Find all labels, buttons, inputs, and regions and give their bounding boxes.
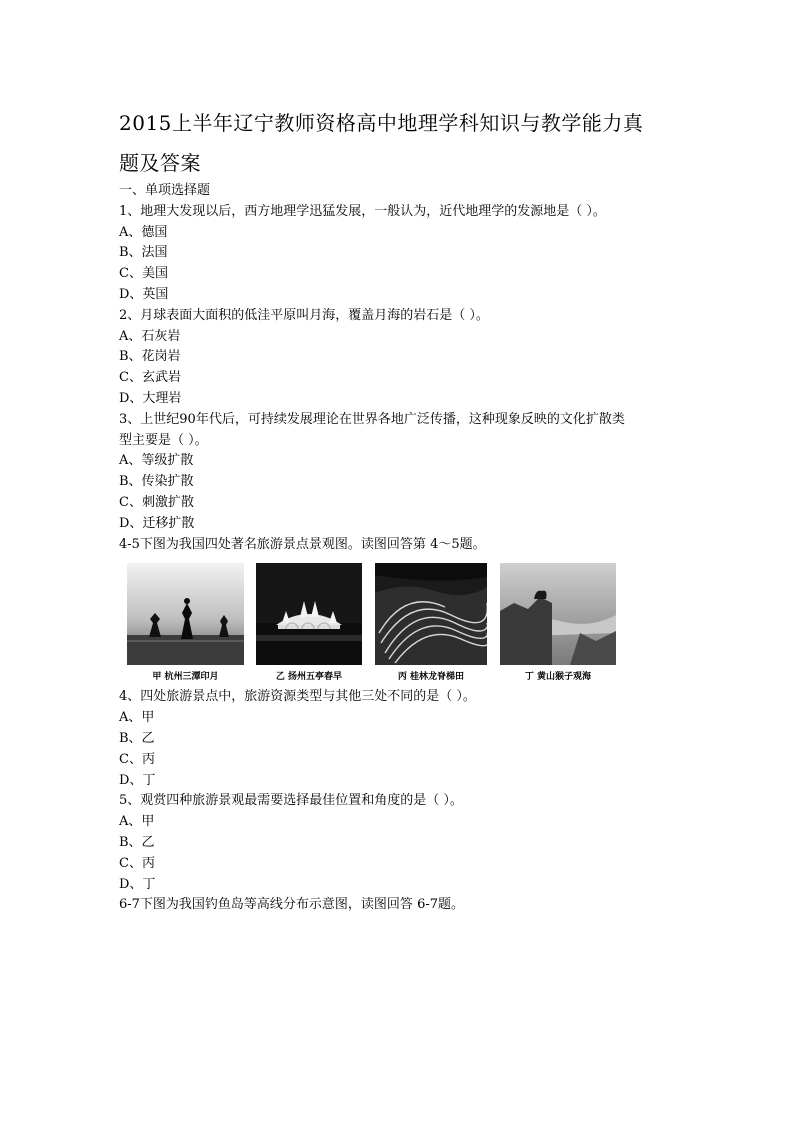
question-1-option-a: A、德国 xyxy=(119,224,168,240)
caption-jia: 甲 杭州三潭印月 xyxy=(152,672,219,683)
question-1-option-b: B、法国 xyxy=(119,245,168,261)
photo-longji-titian xyxy=(375,563,487,665)
scenic-spots-figure xyxy=(119,557,679,685)
question-2-option-c: C、玄武岩 xyxy=(119,370,181,386)
caption-ding: 丁 黄山猴子观海 xyxy=(524,672,592,683)
question-5-option-c: C、丙 xyxy=(119,855,155,871)
section-heading: 一、单项选择题 xyxy=(119,183,211,198)
question-5-option-b: B、乙 xyxy=(119,834,155,850)
question-1-option-d: D、英国 xyxy=(119,286,169,302)
title-line-1: 2015上半年辽宁教师资格高中地理学科知识与教学能力真 xyxy=(119,111,644,135)
question-3-option-b: B、传染扩散 xyxy=(119,474,194,490)
question-1-option-c: C、美国 xyxy=(119,266,168,282)
caption-yi: 乙 扬州五亭春早 xyxy=(275,672,343,683)
question-6-7-intro: 6-7下图为我国钓鱼岛等高线分布示意图，读图回答 6-7题。 xyxy=(119,897,465,913)
question-4-stem: 4、四处旅游景点中，旅游资源类型与其他三处不同的是（ ）。 xyxy=(119,689,476,705)
question-4-option-a: A、甲 xyxy=(119,710,155,726)
question-3-stem-line-2: 型主要是（ ）。 xyxy=(119,432,208,448)
question-2-option-d: D、大理岩 xyxy=(119,390,182,406)
title-line-2: 题及答案 xyxy=(119,151,201,175)
question-3-option-c: C、刺激扩散 xyxy=(119,494,194,510)
question-3-option-d: D、迁移扩散 xyxy=(119,515,195,531)
question-5-option-d: D、丁 xyxy=(119,876,156,892)
question-5-option-a: A、甲 xyxy=(119,814,155,830)
photo-wuting-chunzao xyxy=(256,563,362,665)
question-2-stem: 2、月球表面大面积的低洼平原叫月海，覆盖月海的岩石是（ ）。 xyxy=(119,307,489,323)
caption-bing: 丙 桂林龙脊梯田 xyxy=(397,672,465,683)
question-4-option-b: B、乙 xyxy=(119,730,155,746)
question-2-option-a: A、石灰岩 xyxy=(119,328,181,344)
question-5-stem: 5、观赏四种旅游景观最需要选择最佳位置和角度的是（ ）。 xyxy=(119,793,463,809)
question-2-option-b: B、花岗岩 xyxy=(119,349,181,365)
question-1-stem: 1、地理大发现以后，西方地理学迅猛发展，一般认为，近代地理学的发源地是（ ）。 xyxy=(119,203,606,219)
question-list xyxy=(119,181,679,916)
photo-houzi-guanhai xyxy=(500,563,616,665)
photo-santan-yinyue xyxy=(127,563,244,665)
question-4-option-d: D、丁 xyxy=(119,772,156,788)
question-4-5-intro: 4-5下图为我国四处著名旅游景点景观图。读图回答第 4～5题。 xyxy=(119,536,486,552)
question-4-option-c: C、丙 xyxy=(119,751,155,767)
document-title xyxy=(119,103,679,183)
question-3-stem-line-1: 3、上世纪90年代后，可持续发展理论在世界各地广泛传播，这种现象反映的文化扩散类 xyxy=(119,411,625,427)
question-3-option-a: A、等级扩散 xyxy=(119,453,194,469)
